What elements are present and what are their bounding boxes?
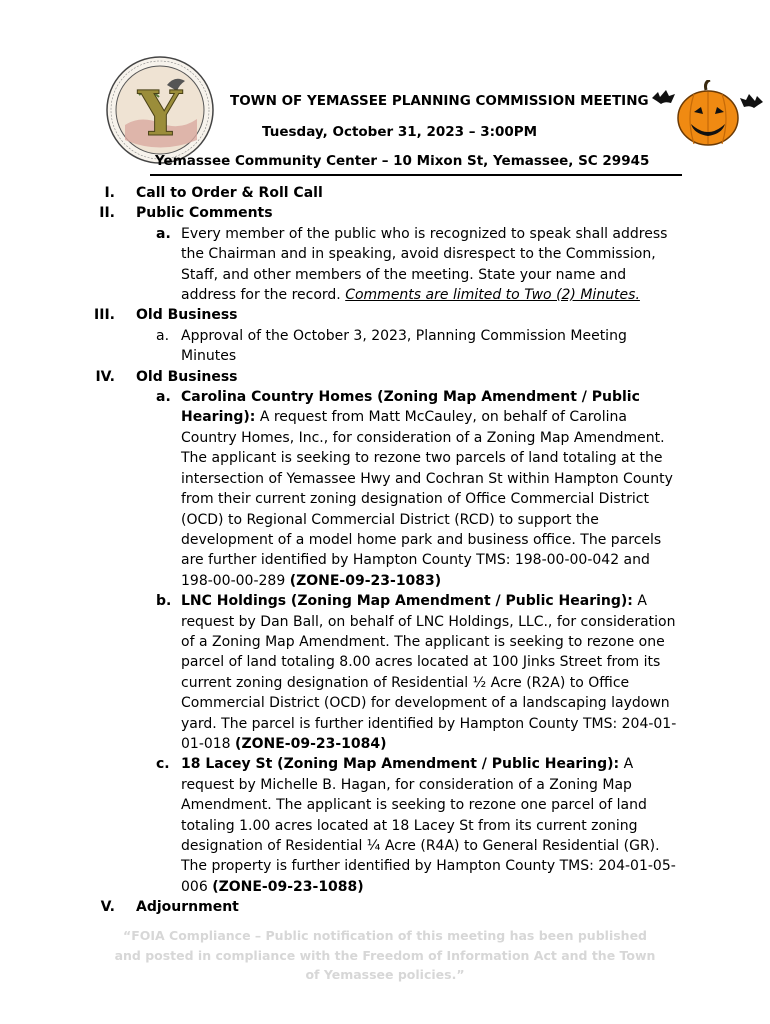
foia-compliance-notice: “FOIA Compliance – Public notification of this meeting has been published and posted in compliance with the Freedom of Information Act and the Town of Yemassee policies.” <box>114 928 656 982</box>
meeting-date-time: Tuesday, October 31, 2023 – 3:00PM <box>262 124 538 140</box>
agenda <box>0 183 770 918</box>
subitem-letter: a. <box>156 389 171 406</box>
item-number: I. <box>104 185 115 201</box>
item-number: IV. <box>95 368 115 385</box>
zone-code: (ZONE-09-23-1088) <box>212 878 364 895</box>
meeting-location: Yemassee Community Center – 10 Mixon St, Yemassee, SC 29945 <box>155 153 650 169</box>
subitem-title: LNC Holdings (Zoning Map Amendment / Public Hearing): <box>181 593 633 610</box>
lacey-st-subitem <box>156 754 678 897</box>
pumpkin-with-bats-icon <box>650 80 765 148</box>
subitem-letter: a. <box>156 225 171 242</box>
subitem-text: A request by Michelle B. Hagan, for consideration of a Zoning Map Amendment. The applicant is seeking to rezone one parcel of land totaling 1.00 acres located at 18 Lacey St from its current zoning designation of Residential ¼ Acre (R4A) to General Residential (GR). The property is further identified by Hampton County TMS: 204-01-05-006 <box>181 756 676 895</box>
public-comments-subitem <box>156 224 678 306</box>
item-number: II. <box>99 205 115 222</box>
subitem-title: 18 Lacey St (Zoning Map Amendment / Public Hearing): <box>181 756 620 773</box>
item-heading: Public Comments <box>136 205 273 222</box>
zone-code: (ZONE-09-23-1083) <box>289 572 442 589</box>
meeting-title: TOWN OF YEMASSEE PLANNING COMMISSION MEETING <box>230 93 649 109</box>
time-limit-note: Comments are limited to Two (2) Minutes. <box>345 287 640 304</box>
agenda-item-call-to-order <box>0 183 770 203</box>
subitem-title: Carolina Country Homes (Zoning Map Amendment / Public Hearing): <box>181 389 640 426</box>
item-heading: Adjournment <box>136 899 239 916</box>
header-divider <box>150 174 682 176</box>
agenda-item-old-business <box>0 305 770 325</box>
subitem-text: Approval of the October 3, 2023, Planning Commission Meeting Minutes <box>181 327 627 365</box>
subitem-text: A request from Matt McCauley, on behalf of Carolina Country Homes, Inc., for consideration of a Zoning Map Amendment. The applicant is seeking to rezone two parcels of land totaling at the intersection of Yemassee Hwy and Cochran St within Hampton County from their current zoning designation of Office Commercial District (OCD) to Regional Commercial District (RCD) to support the development of a model home park and business office. The parcels are further identified by Hampton County TMS: 198-00-00-042 and 198-00-00-289 <box>181 409 673 589</box>
item-heading: Old Business <box>136 307 238 324</box>
item-number: V. <box>100 899 115 916</box>
minutes-approval-subitem <box>156 326 678 367</box>
subitem-text: Every member of the public who is recognized to speak shall address the Chairman and in speaking, avoid disrespect to the Commission, Staff, and other members of the meeting. State your name and address for the record. <box>181 225 668 304</box>
seal-letter: Y <box>137 77 183 150</box>
town-seal-icon <box>105 55 215 165</box>
subitem-letter: c. <box>156 756 170 773</box>
item-number: III. <box>94 307 115 324</box>
carolina-country-homes-subitem <box>156 387 678 591</box>
subitem-letter: b. <box>156 593 172 610</box>
agenda-item-old-business-2 <box>0 367 770 387</box>
subitem-letter: a. <box>156 327 170 344</box>
agenda-item-adjournment <box>0 897 770 917</box>
zone-code: (ZONE-09-23-1084) <box>235 735 387 752</box>
lnc-holdings-subitem <box>156 591 678 754</box>
item-heading: Call to Order & Roll Call <box>136 185 323 201</box>
item-heading: Old Business <box>136 368 238 385</box>
subitem-text: A request by Dan Ball, on behalf of LNC Holdings, LLC., for consideration of a Zoning Map Amendment. The applicant is seeking to rezone one parcel of land totaling 8.00 acres located at 100 Jinks Street from its current zoning designation of Residential ½ Acre (R2A) to Office Commercial District (OCD) for development of a landscaping laydown yard. The parcel is further identified by Hampton County TMS: 204-01-01-018 <box>181 593 677 752</box>
agenda-item-public-comments <box>0 203 770 223</box>
